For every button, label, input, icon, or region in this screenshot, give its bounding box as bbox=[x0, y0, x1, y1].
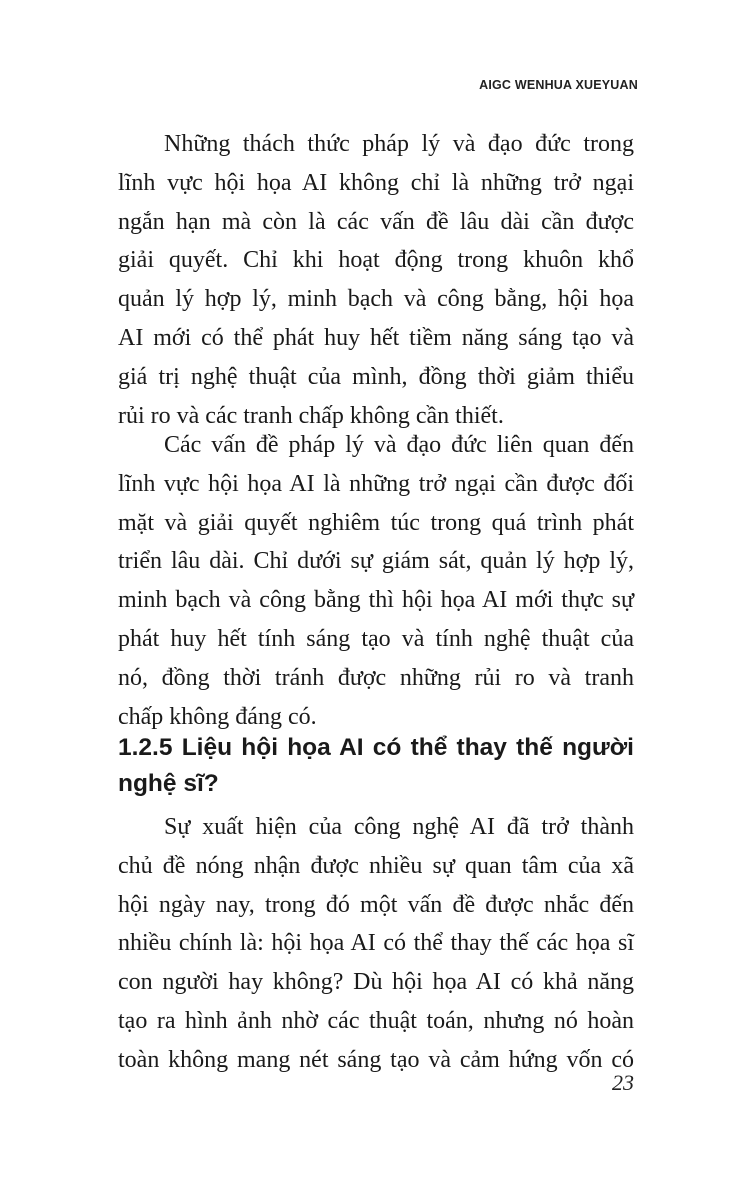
text-line: chủ đề nóng nhận được nhiều sự quan tâm của xã bbox=[118, 852, 634, 879]
text-line: mặt và giải quyết nghiêm túc trong quá trình phát bbox=[118, 509, 634, 536]
heading-line: nghệ sĩ? bbox=[118, 770, 219, 797]
text-line: triển lâu dài. Chỉ dưới sự giám sát, quản lý hợp lý, bbox=[118, 548, 634, 575]
text-line: Những thách thức pháp lý và đạo đức trong bbox=[164, 131, 634, 157]
text-line: minh bạch và công bằng thì hội họa AI mới thực sự bbox=[118, 587, 634, 614]
text-line: nhiều chính là: hội họa AI có thể thay thế các họa sĩ bbox=[118, 930, 634, 957]
text-line: toàn không mang nét sáng tạo và cảm hứng vốn có bbox=[118, 1046, 634, 1073]
heading-line: 1.2.5 Liệu hội họa AI có thể thay thế người bbox=[118, 734, 634, 761]
text-line: chấp không đáng có. bbox=[118, 703, 317, 730]
text-line: giá trị nghệ thuật của mình, đồng thời giảm thiểu bbox=[118, 363, 634, 390]
text-line: nó, đồng thời tránh được những rủi ro và tranh bbox=[118, 664, 634, 691]
text-line: quản lý hợp lý, minh bạch và công bằng, hội họa bbox=[118, 286, 634, 313]
text-line: Sự xuất hiện của công nghệ AI đã trở thành bbox=[164, 814, 634, 840]
text-line: rủi ro và các tranh chấp không cần thiết. bbox=[118, 402, 504, 429]
text-line: tạo ra hình ảnh nhờ các thuật toán, nhưng nó hoàn bbox=[118, 1007, 634, 1034]
text-line: lĩnh vực hội họa AI không chỉ là những trở ngại bbox=[118, 169, 634, 196]
body-paragraph-2 bbox=[118, 426, 634, 736]
section-heading bbox=[118, 730, 634, 802]
text-line: ngắn hạn mà còn là các vấn đề lâu dài cần được bbox=[118, 208, 634, 235]
text-line: AI mới có thể phát huy hết tiềm năng sáng tạo và bbox=[118, 324, 634, 351]
body-paragraph-3 bbox=[118, 808, 634, 1080]
body-paragraph-1 bbox=[118, 125, 634, 435]
text-line: phát huy hết tính sáng tạo và tính nghệ thuật của bbox=[118, 625, 634, 652]
text-line: con người hay không? Dù hội họa AI có khả năng bbox=[118, 969, 634, 996]
running-header: AIGC WENHUA XUEYUAN bbox=[479, 78, 638, 92]
text-line: giải quyết. Chỉ khi hoạt động trong khuôn khổ bbox=[118, 247, 634, 274]
text-line: lĩnh vực hội họa AI là những trở ngại cần được đối bbox=[118, 470, 634, 497]
text-line: hội ngày nay, trong đó một vấn đề được nhắc đến bbox=[118, 891, 634, 918]
page-number: 23 bbox=[612, 1070, 634, 1095]
text-line: Các vấn đề pháp lý và đạo đức liên quan đến bbox=[164, 432, 634, 458]
